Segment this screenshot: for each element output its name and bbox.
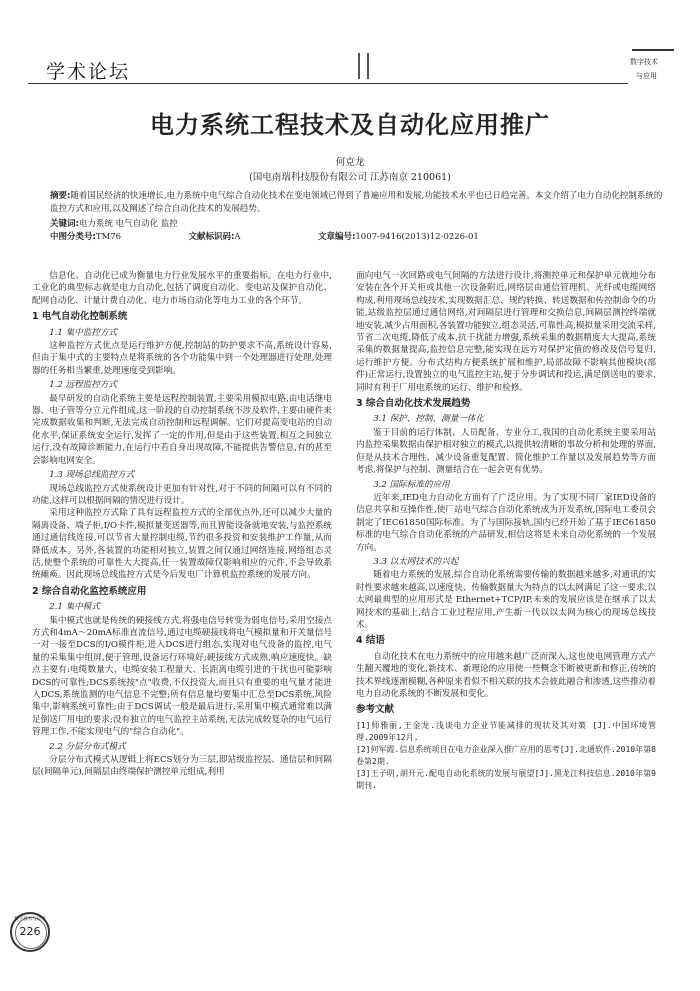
heading-3-2: 3.2 国际标准的应用 bbox=[373, 479, 450, 490]
author-affiliation: (国电南瑞科技股份有限公司 江苏南京 210061) bbox=[249, 172, 451, 183]
reference-1: [1]师雅丽,王金龙.浅谈电力企业节能减排的现状及其对策 [J].中国环境管理.2009年12月. bbox=[356, 720, 656, 742]
paragraph-2-2-cont: 面向电气一次回路或电气间隔的方法进行设计,将测控单元和保护单元就地分布安装在各个开关柜或其他一次设备附近,网络层由通信管理机、光纤或电缆网络构成,利用现场总线技术,实现数据汇总、规约转换、转送数据和传控制命令的功能,站级监控层通过通信网络,对间隔层进行管理和交换信息,间隔层测控终端就地安装,减少占用面积,各装置功能独立,组态灵活,可靠性高,模拟量采用交流采样,节省二次电缆,降低了成本,抗干扰能力增强,系统采集的数据精度大大提高,系统采集的数据量提高,监控信息完整,能实现在远方对保护定值的修改及信号复归,运行维护方便。分布式结构方便系统扩展和维护,局部故障不影响其他模块(部件)正常运行,设置独立的电气监控主站,便于分步调试和投运,满足倒送电的要求,同时有利于厂用电系统的运行、维护和检修。 bbox=[356, 271, 656, 393]
logo-text-line2: 与应用 bbox=[636, 72, 657, 80]
heading-3: 3 综合自动化技术发展趋势 bbox=[356, 398, 471, 410]
reference-3: [3]王子明,胡开元.配电自动化系统的发展与展望[J].黑龙江科技信息.2010年第9期刊. bbox=[356, 768, 656, 790]
classification-line bbox=[50, 231, 670, 244]
author-name: 何克龙 bbox=[335, 157, 365, 168]
header-rule bbox=[28, 83, 628, 84]
paragraph-1-3b: 采用这种监控方式除了具有远程监控方式的全部优点外,还可以减少大量的隔离设备、端子柜,I/O卡件,模拟量变送器等,而且智能设备就地安装,与监控系统通过通信线连接,可以节省大量控制电缆,节约很多投资和安装维护工作量,从而降低成本。另外,各装置的功能相对独立,装置之间仅通过网络连接,网络组态灵活,使整个系统的可靠性大大提高,任一装置故障仅影响相应的元件,不会导致系统瘫痪。因此现场总线监控方式是今后发电厂计算机监控系统的发展方向。 bbox=[32, 508, 332, 581]
badge-ring-text: 数字技术与应用 bbox=[14, 917, 46, 922]
reference-2: [2]何军霞.信息系统项目在电力企业深入推广应用的思考[J].北通软件.2010年第8卷第2期. bbox=[356, 744, 656, 766]
heading-4: 4 结语 bbox=[356, 635, 385, 647]
heading-1-2: 1.2 远程监控方式 bbox=[49, 380, 118, 391]
heading-1-3: 1.3 现场总线监控方式 bbox=[49, 470, 135, 481]
paragraph-2-2: 分层分布式模式从逻辑上将ECS划分为三层,即站级监控层、通信层和间隔层(间隔单元),间隔层由终端保护测控单元组成,利用 bbox=[32, 755, 332, 778]
logo-rule bbox=[632, 49, 674, 51]
clc-value: TM76 bbox=[95, 232, 122, 242]
page-number-badge bbox=[10, 912, 50, 952]
heading-2: 2 综合自动化监控系统应用 bbox=[32, 585, 147, 597]
keywords-text: 电力系统 电气自动化 监控 bbox=[78, 219, 178, 229]
paragraph-4: 自动化技术在电力系统中的应用越来越广泛而深入,这也使电网管理方式产生翻天覆地的变化,新技术、新理论的应用使一些概念不断被更新和修正,传统的技术界线逐渐模糊,各种原来看似不相关联的技术会彼此融合和渗透,这些推动着电力自动化系统的不断发展和变化。 bbox=[356, 651, 656, 699]
journal-header bbox=[28, 55, 678, 85]
heading-1: 1 电气自动化控制系统 bbox=[32, 311, 128, 323]
heading-2-2: 2.2 分层分布式模式 bbox=[49, 741, 126, 752]
paragraph-3-3: 随着电力系统的发展,综合自动化系统需要传输的数据越来越多,对通讯的实时性要求越来越高,以速度快、传输数据量大为特点的以太网满足了这一要求,以太网最典型的应用形式是 Ethernet+TCP/IP,未来的发展应该是在继承了以太网技术的基础上,结合工业过程应用,产生新一代以以太网为核心的现场总线技术。 bbox=[356, 570, 656, 630]
abstract-text: 随着国民经济的快速增长,电力系统中电气综合自动化技术在变电领域已得到了普遍应用和发展,功能技术水平也已日趋完善。本文介绍了电力自动化控制系统的监控方式和应用,以及阐述了综合自动化技术的发展趋势。 bbox=[50, 191, 663, 214]
paragraph-1-3a: 现场总线监控方式使系统设计更加有针对性,对于不同的间隔可以有不同的功能,这样可以根据间隔的情况进行设计。 bbox=[32, 483, 332, 506]
article-no-value: 1007-9416(2013)12-0226-01 bbox=[355, 232, 479, 242]
journal-logo bbox=[628, 49, 678, 85]
keywords bbox=[50, 218, 670, 231]
doc-code-label: 文献标识码: bbox=[188, 232, 235, 242]
paragraph-1-1: 这种监控方式优点是运行维护方便,控制站的防护要求不高,系统设计容易,但由于集中式的主要特点是将系统的各个功能集中到一个处理器进行处理,处理器的任务相当繁重,处理速度受到影响。 bbox=[32, 341, 332, 376]
heading-3-3: 3.3 以太网技术的兴起 bbox=[373, 556, 459, 567]
intro-paragraph: 信息化、自动化已成为衡量电力行业发展水平的重要指标。在电力行业中,工业化的典型标志就是电力自动化,包括了调度自动化、变电站及保护自动化、配网自动化、计量计费自动化、电力市场自动化等电力工业的各个环节。 bbox=[32, 271, 332, 306]
heading-2-1: 2.1 集中模式 bbox=[49, 602, 100, 613]
keywords-label: 关键词: bbox=[50, 219, 79, 229]
left-column bbox=[32, 270, 332, 779]
abstract bbox=[50, 190, 670, 216]
paragraph-2-1: 集中模式也就是传统的硬接线方式,将强电信号转变为弱电信号,采用空接点方式和4mA～20mA标准直流信号,通过电缆硬接线将电气模拟量和开关量信号一对一接至DCS的I/O模件柜,进入DCS进行组态,实现对电气设备的监控,电气量的采集集中组屏,便于管理,设备运行环境好;硬接线方式成熟,响应速度快。缺点主要有:电缆数量大、电缆安装工程量大、长距离电缆引进的干扰也可能影响DCS的可靠性;DCS系统按"点"收费,不仅投资大,而且只有重要的电气量才能进入DCS,系统监测的电气信息不完整;所有信息量均要集中汇总至DCS系统,风险集中,影响系统可靠性;由于DCS调试一般是最后进行,采用集中模式通常难以满足倒送厂用电的要求;没有独立的电气监控主站系统,无法完成较复杂的电气运行管理工作,不能实现电气的"综合自动化"。 bbox=[32, 615, 332, 738]
section-label: 学术论坛 bbox=[46, 61, 131, 83]
header-decorative-bars bbox=[358, 53, 376, 83]
heading-3-1: 3.1 保护、控制、测量一体化 bbox=[373, 414, 485, 425]
abstract-label: 摘要: bbox=[50, 191, 71, 201]
page-number: 226 bbox=[19, 925, 41, 938]
paragraph-1-2: 最早研发的自动化系统主要是远程控制装置,主要采用模拟电路,由电话继电器、电子管等分立元件组成,这一阶段的自动控制系统不涉及软件,主要由硬件来完成数据收集和判断,无法完成自动控制和远程调解。它们对提高变电站的自动化水平,保证系统安全运行,发挥了一定的作用,但是由于这些装置,相互之间独立运行,没有故障诊断能力,在运行中若自身出现故障,不能提供告警信息,有的甚至会影响电网安全。 bbox=[32, 393, 332, 466]
references-heading: 参考文献 bbox=[356, 704, 395, 716]
doc-code-value: A bbox=[234, 232, 241, 242]
heading-1-1: 1.1 集中监控方式 bbox=[49, 327, 118, 338]
paragraph-3-2: 近年来,IED电力自动化方面有了广泛应用。为了实现不同厂家IED设备的信息共享和互操作性,使厂站电气综合自动化系统成为开发系统,国际电工委员会制定了IEC61850国际标准。为了与国际接轨,国内已经开始了基于IEC61850标准的电气综合自动化系统的产品研发,相信这将是未来自动化系统的一个发展方向。 bbox=[356, 492, 656, 553]
right-column bbox=[356, 270, 656, 792]
paragraph-3-1: 鉴于目前的运行体制、人员配备、专业分工,我国的自动化系统主要采用站内监控采集数据由保护相对独立的模式,以提供较清晰的事故分析和处理的界面,但是从技术合理性、减少设备重复配置、简化维护工作量以及发展趋势等方面考虑,将保护与控制、测量结合在一起会更有优势。 bbox=[356, 427, 656, 476]
article-no-label: 文章编号: bbox=[317, 232, 356, 242]
logo-text-line1: 数字技术 bbox=[630, 58, 658, 66]
clc-label: 中图分类号: bbox=[50, 232, 96, 242]
article-title: 电力系统工程技术及自动化应用推广 bbox=[150, 111, 550, 139]
